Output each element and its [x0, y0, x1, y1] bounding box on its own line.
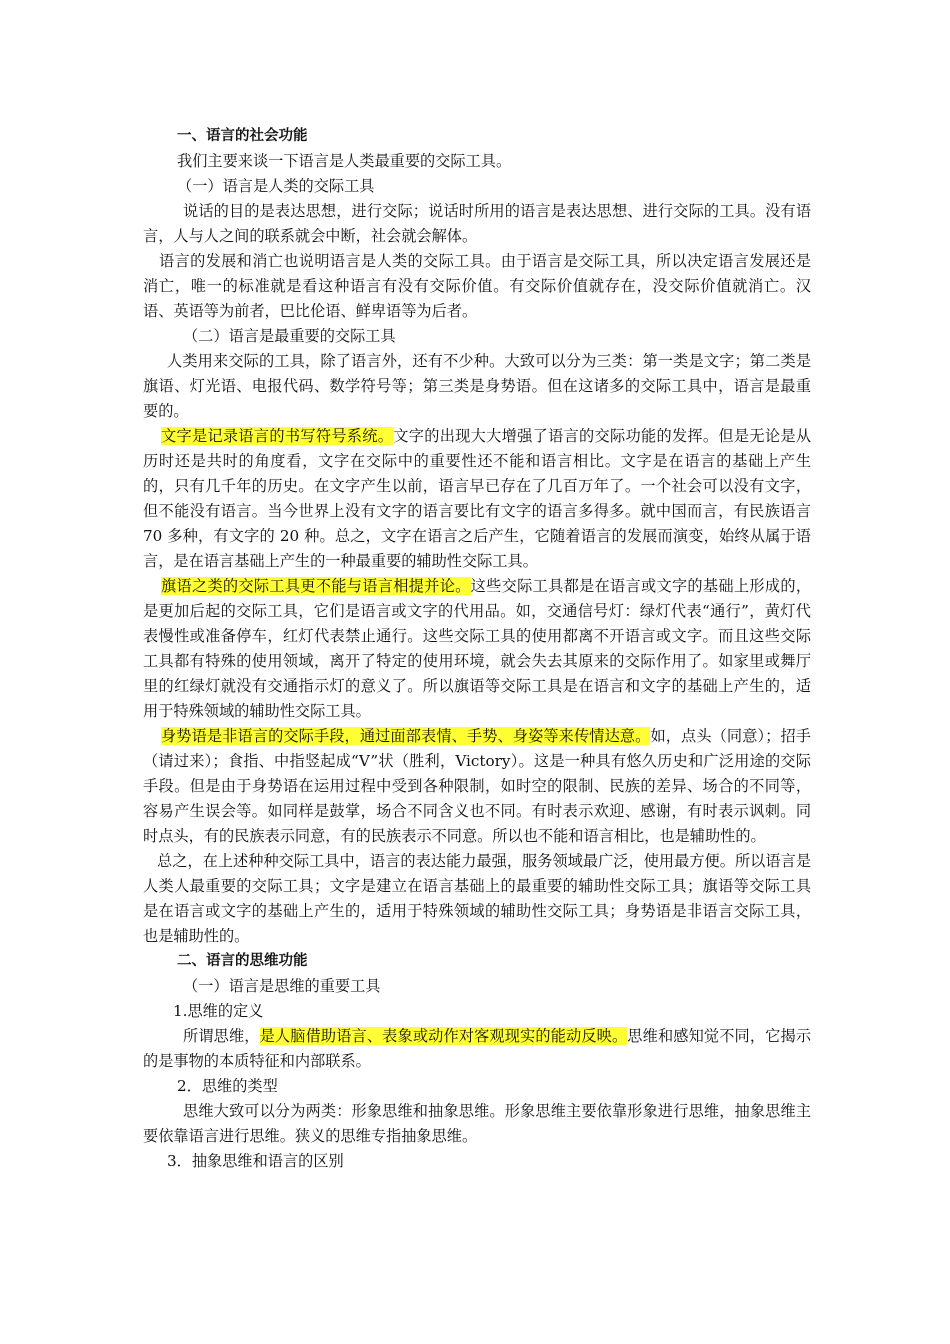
- paragraph-text: 文字的出现大大增强了语言的交际功能的发挥。但是无论是从历时还是共时的角度看，文字在交际中的重要性还不能和语言相比。文字是在语言的基础上产生的，只有几千年的历史。在文字产生以前，语言早已存在了几百万年了。一个社会可以没有文字，但不能没有语言。当今世界上没有文字的语言要比有文字的语言多得多。就中国而言，有民族语言 70 多种，有文字的 20 种。总之，文字在语言之后产生，它随着语言的发展而演变，始终从属于语言，是在语言基础上产生的一种最重要的辅助性交际工具。: [143, 427, 812, 570]
- paragraph-6: [143, 724, 811, 849]
- paragraph-4: [143, 424, 811, 574]
- list-item-3: 3．抽象思维和语言的区别: [167, 1152, 344, 1170]
- highlight-text: 身势语是非语言的交际手段，通过面部表情、手势、身姿等来传情达意。: [161, 727, 651, 745]
- subheading-1-2: （二）语言是最重要的交际工具: [183, 327, 396, 345]
- subheading-2-1: （一）语言是思维的重要工具: [183, 977, 381, 995]
- paragraph-text: 如，点头（同意）；招手（请过来）；食指、中指竖起成“V”状（胜利，Victory）。这是一种具有悠久历史和广泛用途的交际手段。但是由于身势语在运用过程中受到各种限制，如时空的限制、民族的差异、场合的不同等，容易产生误会等。如同样是鼓掌，场合不同含义也不同。有时表示欢迎、感谢，有时表示讽刺。同时点头，有的民族表示同意，有的民族表示不同意。所以也不能和语言相比，也是辅助性的。: [143, 727, 811, 845]
- paragraph-text: 所谓思维，: [183, 1027, 260, 1045]
- subheading-1-1: （一）语言是人类的交际工具: [177, 177, 375, 195]
- paragraph-1: 说话的目的是表达思想，进行交际；说话时所用的语言是表达思想、进行交际的工具。没有语言，人与人之间的联系就会中断，社会就会解体。: [143, 202, 811, 245]
- paragraph-intro: 我们主要来谈一下语言是人类最重要的交际工具。: [177, 152, 512, 170]
- paragraph-7: 总之，在上述种种交际工具中，语言的表达能力最强，服务领域最广泛，使用最方便。所以语言是人类人最重要的交际工具；文字是建立在语言基础上的最重要的辅助性交际工具；旗语等交际工具是在语言或文字的基础上产生的，适用于特殊领域的辅助性交际工具；身势语是非语言交际工具，也是辅助性的。: [143, 852, 811, 945]
- highlight-text: 文字是记录语言的书写符号系统。: [161, 427, 394, 445]
- paragraph-2: 语言的发展和消亡也说明语言是人类的交际工具。由于语言是交际工具，所以决定语言发展还是消亡，唯一的标准就是看这种语言有没有交际价值。有交际价值就存在，没交际价值就消亡。汉语、英语等为前者，巴比伦语、鲜卑语等为后者。: [143, 252, 811, 320]
- paragraph-9: 思维大致可以分为两类：形象思维和抽象思维。形象思维主要依靠形象进行思维，抽象思维主要依靠语言进行思维。狭义的思维专指抽象思维。: [143, 1102, 811, 1145]
- paragraph-text: 这些交际工具都是在语言或文字的基础上形成的，是更加后起的交际工具，它们是语言或文字的代用品。如，交通信号灯：绿灯代表“通行”，黄灯代表慢性或准备停车，红灯代表禁止通行。这些交际工具的使用都离不开语言或文字。而且这些交际工具都有特殊的使用领域，离开了特定的使用环境，就会失去其原来的交际作用了。如家里或舞厅里的红绿灯就没有交通指示灯的意义了。所以旗语等交际工具是在语言和文字的基础上产生的，适用于特殊领域的辅助性交际工具。: [143, 577, 812, 720]
- list-item-1: 1.思维的定义: [173, 1002, 264, 1020]
- list-item-2: 2．思维的类型: [177, 1077, 278, 1095]
- paragraph-5: [143, 574, 811, 724]
- section-heading-2: 二、语言的思维功能: [177, 953, 308, 969]
- paragraph-3: 人类用来交际的工具，除了语言外，还有不少种。大致可以分为三类：第一类是文字；第二类是旗语、灯光语、电报代码、数学符号等；第三类是身势语。但在这诸多的交际工具中，语言是最重要的。: [143, 352, 811, 420]
- paragraph-8: [143, 1024, 811, 1074]
- section-heading-1: 一、语言的社会功能: [177, 128, 308, 144]
- highlight-text: 旗语之类的交际工具更不能与语言相提并论。: [161, 577, 471, 595]
- document-body: [143, 124, 811, 1174]
- highlight-text: 是人脑借助语言、表象或动作对客观现实的能动反映。: [259, 1027, 628, 1045]
- paragraph-text: 思维和感知觉不同，它揭示的是事物的本质特征和内部联系。: [143, 1027, 812, 1070]
